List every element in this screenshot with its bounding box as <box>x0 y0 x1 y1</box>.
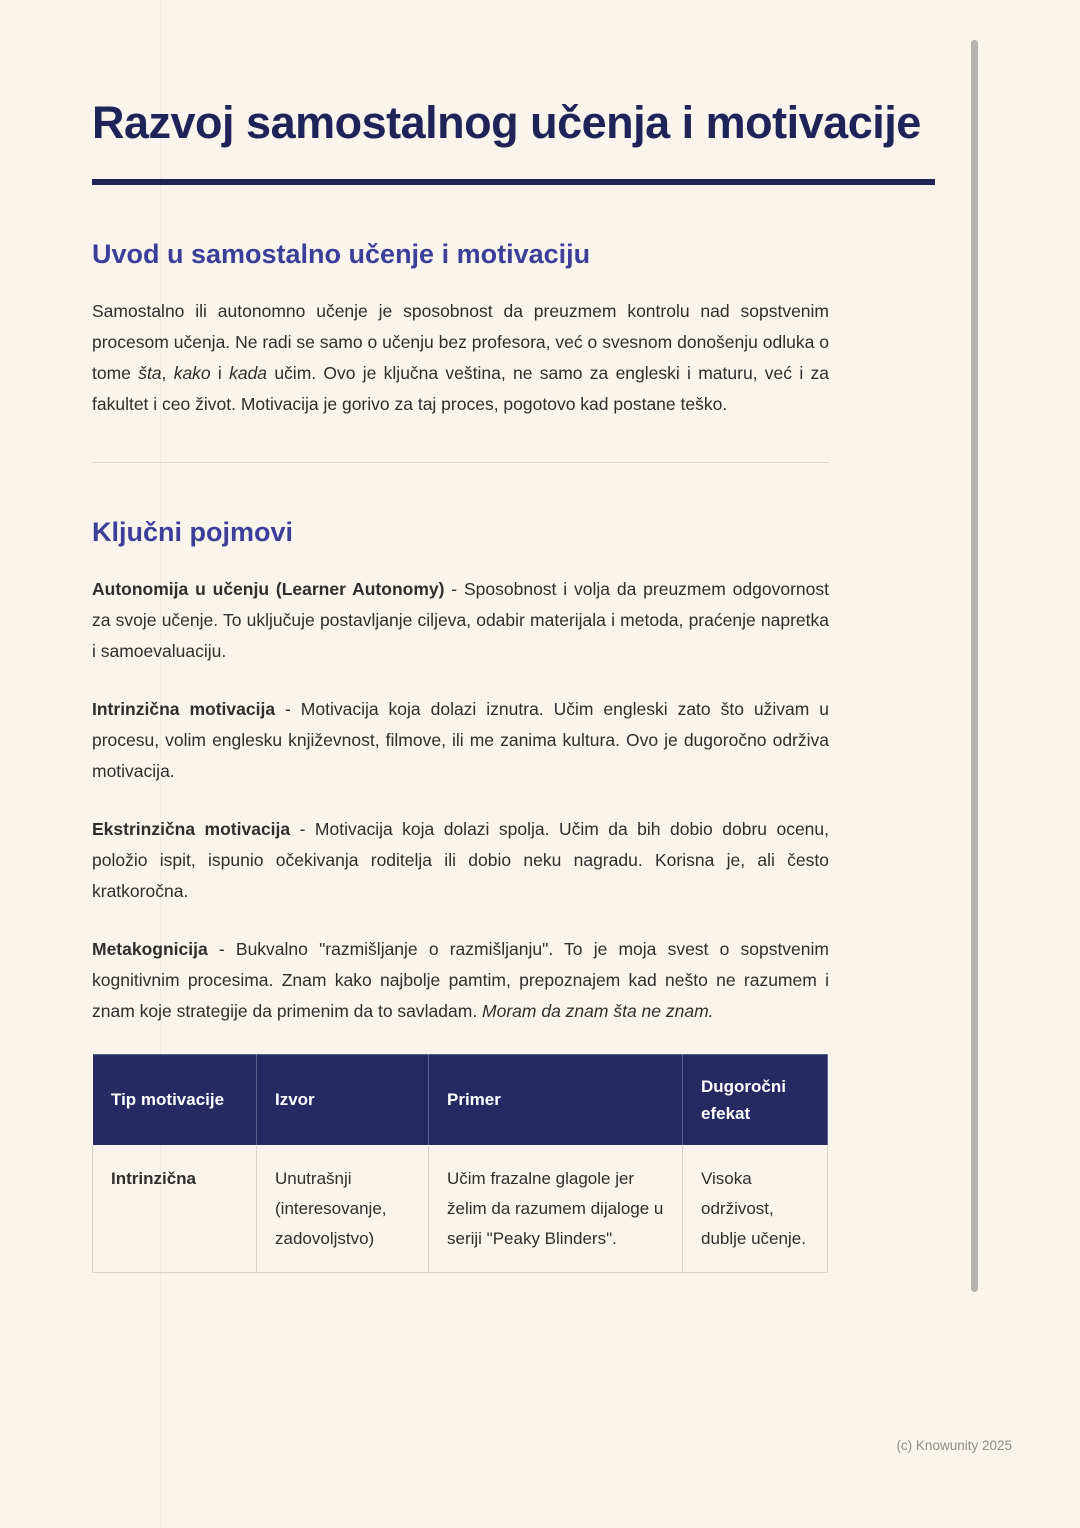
table-cell-efekat: Visoka održivost, dublje učenje. <box>683 1145 828 1272</box>
title-rule <box>92 179 935 185</box>
intro-text-1: Samostalno ili autonomno učenje je sposobnost da preuzmem kontrolu nad sopstvenim procesom učenja. Ne radi se samo o učenju bez profesora, već o svesnom donošenju odluka o tome <box>92 300 829 383</box>
scrollbar-thumb[interactable] <box>971 40 978 1292</box>
concept-separator: - <box>275 698 301 719</box>
page-title: Razvoj samostalnog učenja i motivacije <box>92 97 921 148</box>
concept-description: Bukvalno "razmišljanje o razmišljanju". To je moja svest o sopstvenim kognitivnim procesima. Znam kako najbolje pamtim, prepoznajem kad nešto ne razumem i znam koje strategije da primenim da to savladam. <box>92 938 829 1021</box>
concept-italic-note: Moram da znam šta ne znam. <box>482 1000 714 1021</box>
concept-term: Ekstrinzična motivacija <box>92 818 291 839</box>
intro-italic-kako: kako <box>173 362 211 383</box>
section-divider <box>92 462 829 463</box>
table-cell-izvor: Unutrašnji (interesovanje, zadovoljstvo) <box>257 1145 429 1272</box>
intro-text-3: i <box>210 362 230 383</box>
section-heading-concepts: Ključni pojmovi <box>92 516 294 547</box>
table-cell-primer: Učim frazalne glagole jer želim da razumem dijaloge u seriji "Peaky Blinders". <box>429 1145 683 1272</box>
intro-italic-sta: šta <box>138 362 162 383</box>
concept-separator: - <box>444 578 464 599</box>
concept-term: Autonomija u učenju (Learner Autonomy) <box>92 578 445 599</box>
section-heading-intro: Uvod u samostalno učenje i motivaciju <box>92 238 591 269</box>
document-page <box>92 96 935 1273</box>
table-header-efekat: Dugoročni efekat <box>683 1054 828 1145</box>
table-header-row <box>93 1054 828 1145</box>
concept-paragraph-ekstrinzicna <box>92 814 829 907</box>
motivation-table <box>92 1054 828 1273</box>
concept-description: Sposobnost i volja da preuzmem odgovornost za svoje učenje. To uključuje postavljanje ciljeva, odabir materijala i metoda, praćenje napretka i samoevaluaciju. <box>92 578 829 661</box>
table-header-izvor: Izvor <box>257 1054 429 1145</box>
watermark: (c) Knowunity 2025 <box>896 1438 1012 1453</box>
intro-text-4: učim. Ovo je ključna veština, ne samo za engleski i maturu, već i za fakultet i ceo život. Motivacija je gorivo za taj proces, pogotovo kad postane teško. <box>92 362 829 414</box>
concept-term: Intrinzična motivacija <box>92 698 276 719</box>
table-header-primer: Primer <box>429 1054 683 1145</box>
concept-paragraph-metakognicija <box>92 934 829 1027</box>
table-header-tip: Tip motivacije <box>93 1054 257 1145</box>
concept-separator: - <box>207 938 236 959</box>
table-row <box>93 1145 828 1272</box>
intro-text-2: , <box>161 362 174 383</box>
intro-italic-kada: kada <box>229 362 268 383</box>
concept-term: Metakognicija <box>92 938 208 959</box>
concept-separator: - <box>290 818 315 839</box>
intro-paragraph <box>92 296 829 420</box>
concept-description: Motivacija koja dolazi spolja. Učim da bih dobio dobru ocenu, položio ispit, ispunio očekivanja roditelja ili dobio neku nagradu. Korisna je, ali često kratkoročna. <box>92 818 830 901</box>
concept-paragraph-intrinzicna <box>92 694 829 787</box>
table-cell-tip: Intrinzična <box>93 1145 257 1272</box>
concept-description: Motivacija koja dolazi iznutra. Učim engleski zato što uživam u procesu, volim englesku književnost, filmove, ili me zanima kultura. Ovo je dugoročno održiva motivacija. <box>92 698 830 781</box>
concept-paragraph-autonomija <box>92 574 829 667</box>
